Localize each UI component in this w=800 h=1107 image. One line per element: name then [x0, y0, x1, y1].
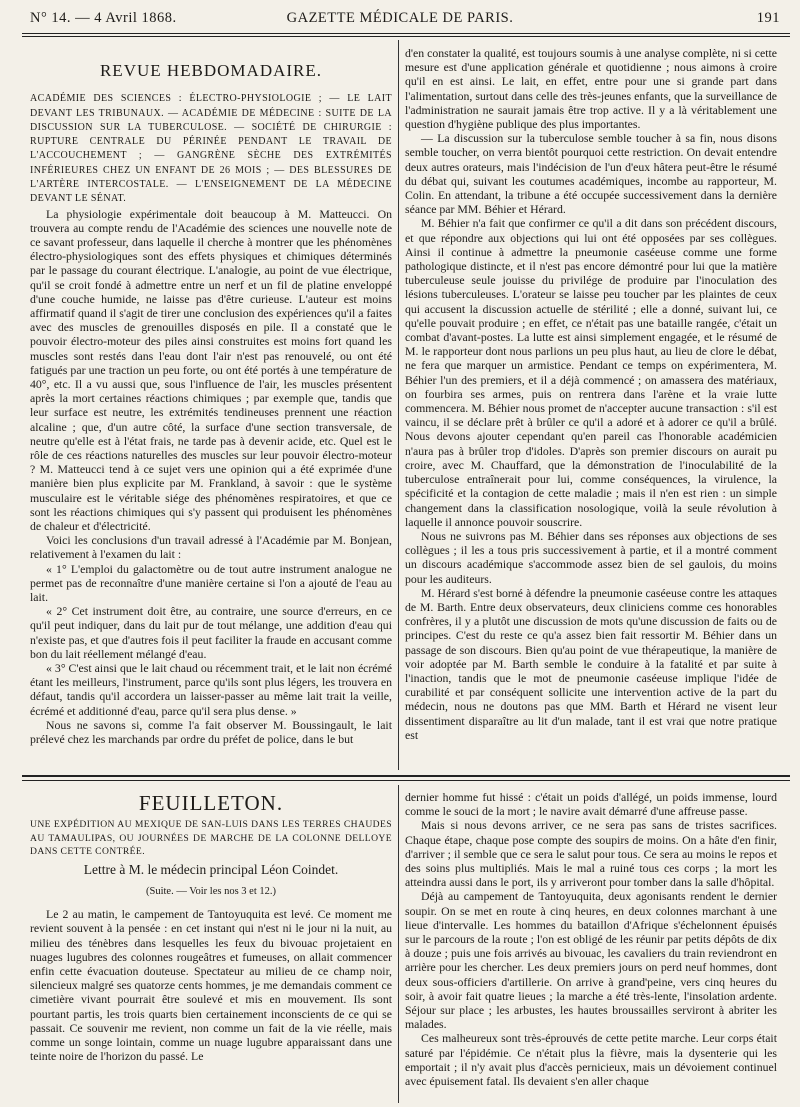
- revue-summary: ACADÉMIE DES SCIENCES : ÉLECTRO-PHYSIOLOGIE ; — LE LAIT DEVANT LES TRIBUNAUX. — ACADÉMIE DE MÉDECINE : SUITE DE LA DISCUSSION SUR LA TUBERCULOSE. — SOCIÉTÉ DE CHIRURGIE : RUPTURE CENTRALE DU PÉRINÉE PENDANT LE TRAVAIL DE L'ACCOUCHEMENT ; — GANGRÈNE SÈCHE DES EXTRÉMITÉS INFÉRIEURES CHEZ UN ENFANT DE 26 MOIS ; — DES BLESSURES DE L'ARTÈRE INTERCOSTALE. — L'ENSEIGNEMENT DE LA MÉDECINE DEVANT LE SÉNAT.: [30, 93, 392, 205]
- feuilleton-title: FEUILLETON.: [138, 791, 284, 815]
- revue-paragraph: « 1° L'emploi du galactomètre ou de tout autre instrument analogue ne permet pas de reconnaître d'une manière certaine si l'on a ajouté de l'eau au lait.: [30, 561, 392, 605]
- feuilleton-paragraph: Le 2 au matin, le campement de Tantoyuquita est levé. Ce moment me revient souvent à la pensée : en cet instant qui n'est ni le jour ni la nuit, au milieu des ténèbres dans lesquelles les feux du bivouac projetaient en nuages lugubres des colonnes rougeâtres et fumeuses, on allait commencer enfin cette évacuation douteuse. Spectateur au milieu de ce champ noir, silencieux malgré ses quatorze cents hommes, je me demandais comment ce cimetière vivant pourrait être soulevé et mis en mouvement. Ils sont pourtant partis, les trois quarts bien certainement inconscients de ce qui se passait. Ce souvenir me revient, non comme un fait de la vie réelle, mais comme un songe lointain, comme un nuage lugubre apparaissant dans une teinte noire de l'horizon du passé. Le: [30, 907, 392, 1064]
- feuilleton-paragraph: dernier homme fut hissé : c'était un poids d'allégé, un poids immense, lourd comme le souci de la mort ; le navire avait démarré d'une affreuse passe.: [405, 790, 777, 819]
- revue-paragraph: Nous ne savons si, comme l'a fait observer M. Boussingault, le lait prélevé chez les marchands par ordre du préfet de police, dans le but: [30, 717, 392, 747]
- issue-date: N° 14. — 4 Avril 1868.: [30, 10, 177, 26]
- revue-paragraph: « 3° C'est ainsi que le lait chaud ou récemment trait, et le lait non écrémé étant les meilleurs, l'instrument, parce qu'ils sont plus légers, les trouvera en défaut, tandis qu'il accordera un laisser-passer au même lait trait la veille, écrémé et additionné d'eau, parce qu'il sera plus dense. »: [30, 661, 392, 718]
- revue-paragraph: M. Hérard s'est borné à défendre la pneumonie caséeuse contre les attaques de M. Barth. Entre deux observateurs, deux cliniciens comme ces honorables confrères, il y a plutôt une discussion de mots qu'une discussion de faits ou de principes. C'est du reste ce qu'a assez bien fait ressortir M. Béhier dans un passage de son discours. Bien qu'au point de vue thérapeutique, la manière de voir adoptée par M. Barth semble le conduire à la fatalité et par suite à l'inaction, tandis que le mot de pneumonie caséeuse implique l'idée de curabilité et par conséquent sollicite une intervention active de la part du médecin, nous ne doutons pas que MM. Barth et Hérard ne visent leur dissentiment disparaître au lit d'un malade, tant il est vrai que notre pratique est: [405, 585, 777, 742]
- feuilleton-paragraph: Mais si nous devons arriver, ce ne sera pas sans de tristes sacrifices. Chaque étape, chaque pose compte des soupirs de moins. On a hâte d'en finir, d'arriver ; il semble que ce sera le salut pour tous. Ce sera au moins le repos et des soins plus multipliés. Mais le mal a ruiné tous ces corps ; la mort les atteindra aussi dans le port, ils y arriveront pour tomber dans la salle d'hôpital.: [405, 818, 777, 890]
- journal-title: GAZETTE MÉDICALE DE PARIS.: [286, 10, 514, 26]
- letter-heading: Lettre à M. le médecin principal Léon Coindet.: [83, 861, 339, 877]
- revue-left-column: [30, 46, 392, 770]
- revue-title: REVUE HEBDOMADAIRE.: [99, 61, 323, 80]
- revue-paragraph: d'en constater la qualité, est toujours soumis à une analyse complète, ni si cette mesure est d'une application générale et quotidienne ; nous aimons à croire qu'il en est ainsi. Le lait, en effet, entre pour une si grande part dans l'alimentation, surtout dans celle des très-jeunes enfants, que la surveillance de l'administration ne saurait jamais être trop active. Il y a là véritablement une question d'hygiène publique des plus importantes.: [405, 46, 777, 132]
- revue-paragraph: La physiologie expérimentale doit beaucoup à M. Matteucci. On trouvera au compte rendu de l'Académie des sciences une nouvelle note de ce savant professeur, dans laquelle il cherche à montrer que les phénomènes électro-physiologiques sont des effets physiques et chimiques déterminés par le passage du courant électrique. L'analogie, au point de vue électrique, qu'il se croit fondé à admettre entre un nerf et un fil de platine enveloppé d'une couche humide, ne laisse pas d'être curieuse. L'auteur est moins affirmatif quand il s'agit de tirer une conclusion des expériences qu'il a faites avec des muscles de grenouilles disposés en pile. Il a constaté que le pouvoir électro-moteur des piles ainsi construites est moins fort quand les muscles sont restés dans l'eau dont l'air n'est pas renouvelé, ou ont été fatigués par une traction un peu forte, ou ont été portés à une température de 40°, etc. Il a vu aussi que, sous l'influence de l'air, les muscles présentent après la mort certaines réactions chimiques ; par exemple que, tandis que leur surface est neutre, les extrémités tendineuses prennent une réaction alcaline ; que, d'un autre côté, la surface d'une section transversale, de neutre qu'elle est à l'état frais, ne tarde pas à devenir acide, etc. Quel est le rôle de ces réactions naturelles des muscles sur leur pouvoir électro-moteur ? M. Matteucci tend à ce sujet vers une opinion qui a été exprimée d'une manière bien plus explicite par M. Frankland, à savoir : que le système musculaire est le véritable siége des phénomènes respiratoires, et que ce sont les réactions chimiques qui s'y passent qui produisent les phénomènes de chaleur et d'électricité.: [30, 206, 392, 534]
- feuilleton-left-column: [30, 790, 392, 1100]
- revue-paragraph: — La discussion sur la tuberculose semble toucher à sa fin, nous disons semble toucher, on verra bientôt pourquoi cette restriction. On devait entendre deux autres orateurs, mais l'indécision de l'un d'eux hâtera peut-être le résumé du débat qui, suivant les coutumes académiques, incombe au rapporteur, M. Colin. En attendant, la tribune a été occupée successivement dans la dernière séance par MM. Béhier et Hérard.: [405, 131, 777, 217]
- feuilleton-summary: UNE EXPÉDITION AU MEXIQUE DE SAN-LUIS DANS LES TERRES CHAUDES AU TAMAULIPAS, OU JOURNÉES DE MARCHE DE LA COLONNE DELLOYE DANS CETTE CONTRÉE.: [30, 819, 392, 858]
- column-divider: [398, 785, 399, 1103]
- revue-right-column: [405, 46, 777, 770]
- page-number: 191: [756, 10, 780, 26]
- feuilleton-paragraph: Ces malheureux sont très-éprouvés de cette petite marche. Leur corps était saturé par l'épidémie. Ce n'était plus la fièvre, mais la dysenterie qui les emportait ; il n'y avait plus d'accès pernicieux, mais un dévoiement continuel avec épuisement fatal. Ils devaient s'en aller chaque: [405, 1031, 777, 1089]
- column-divider: [398, 40, 399, 770]
- running-header: [0, 10, 800, 32]
- header-rule-thin: [22, 36, 790, 37]
- revue-paragraph: « 2° Cet instrument doit être, au contraire, une source d'erreurs, en ce qu'il peut indiquer, dans du lait pur de tout mélange, une addition d'eau qui n'existe pas, et que d'autres fois il peut faciliter la fraude en accusant comme bon du lait réellement mélangé d'eau.: [30, 604, 392, 661]
- revue-paragraph: Nous ne suivrons pas M. Béhier dans ses réponses aux objections de ses collègues ; il les a tous pris successivement à partie, et il a montré comment un discours académique s'accommode assez bien de sel gaulois, du moins pour les auditeurs.: [405, 528, 777, 586]
- feuilleton-paragraph: Déjà au campement de Tantoyuquita, deux agonisants rendent le dernier soupir. On se met en route à cinq heures, en deux colonnes marchant à une lieue d'intervalle. Les hommes du bataillon d'Afrique s'échelonnent épuisés sur le parcours de la route ; l'on est obligé de les réunir par petits dépôts de dix à douze ; puis une fois arrivés au bivouac, les cavaliers du train reviendront en arrière pour les chercher. Les deux premiers jours on perd neuf hommes, dont deux sous-officiers d'artillerie. On arrive à grand'peine, vers cinq heures du soir, à avoir fait quatre lieues ; la marche a été très-lente, l'insolation ardente. Séjour sur place ; les arbustes, les hautes broussailles serviront à abriter les malades.: [405, 889, 777, 1032]
- suite-note: (Suite. — Voir les nos 3 et 12.): [146, 885, 276, 897]
- feuilleton-rule: [22, 775, 790, 777]
- feuilleton-rule-thin: [22, 780, 790, 781]
- revue-paragraph: M. Béhier n'a fait que confirmer ce qu'il a dit dans son précédent discours, et que répondre aux objections qui lui ont été opposées par ses collègues. Ainsi il continue à admettre la pneumonie caséeuse comme une forme pathologique distincte, et il n'est pas encore démontré pour lui que la matière tuberculeuse seule jouisse du privilége de produire par l'inoculation des lésions tuberculeuses. L'orateur se laisse peu toucher par les plaintes de ceux qui accusent la discussion actuelle de stérilité ; elle a donné, suivant lui, ce qu'elle pouvait produire ; en effet, ce n'était pas une bataille rangée, c'était un combat d'avant-postes. La lutte est ainsi simplement engagée, et le résumé de M. le rapporteur dont nous parlions un peu plus haut, au lieu de clore le débat, ne fera que marquer un armistice. Pendant ce temps on expérimentera, M. Béhier l'un des premiers, et il a déjà commencé ; on amassera des matériaux, on fourbira ses armes, puis on rentrera dans l'arène et la vraie lutte commencera. M. Béhier nous promet de n'accepter aucune transaction : s'il est vaincu, il se déclare prêt à brûler ce qu'il a adoré et à adorer ce qu'il a brûlé. Nous devons ajouter cependant qu'en pareil cas l'honorable académicien n'aura pas à brûler trop d'idoles. D'après son premier discours on aurait pu croire, avec M. Chauffard, que la démonstration de l'inoculabilité de la tuberculose entraînerait pour lui, comme conséquences, la virulence, la spécificité et la contagion de cette maladie ; mais il n'en est rien : un simple changement dans la classification nosologique, voilà la seule révolution à laquelle il annonce pouvoir souscrire.: [405, 216, 777, 529]
- feuilleton-right-column: [405, 790, 777, 1100]
- revue-paragraph: Voici les conclusions d'un travail adressé à l'Académie par M. Bonjean, relativement à l'examen du lait :: [30, 533, 392, 562]
- header-rule: [22, 33, 790, 34]
